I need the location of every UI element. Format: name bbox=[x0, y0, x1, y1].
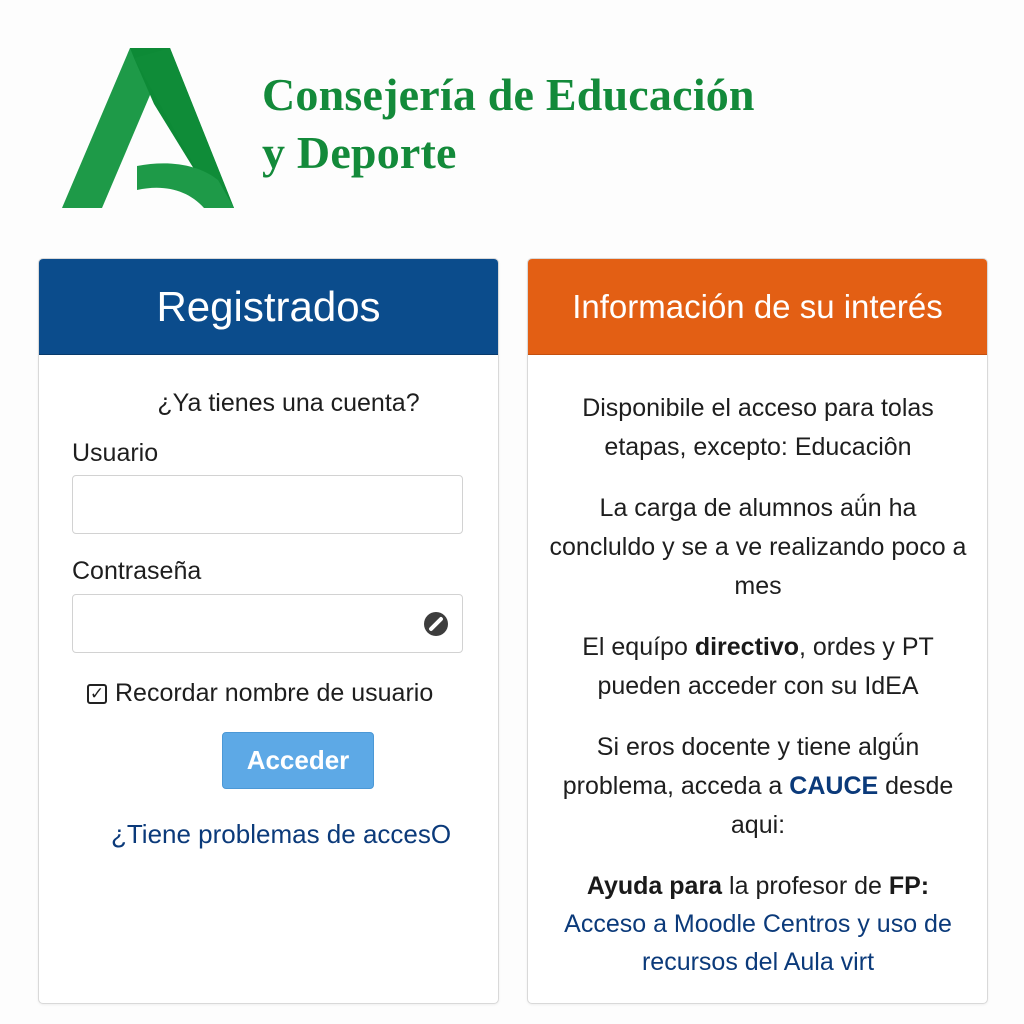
page-header bbox=[0, 0, 1024, 240]
info-body bbox=[548, 389, 968, 1003]
username-input[interactable] bbox=[72, 475, 463, 534]
info-paragraph-fp-help bbox=[548, 867, 968, 981]
cauce-link[interactable]: CAUCE bbox=[789, 772, 879, 800]
cauce-pre: Si eros docente y tiene algǘn problema, acceda a bbox=[562, 733, 920, 800]
info-paragraph-idea bbox=[548, 628, 968, 706]
org-title bbox=[262, 66, 755, 182]
cauce-post: desde aqui: bbox=[730, 772, 954, 839]
org-title-line2: y Deporte bbox=[262, 127, 457, 178]
info-paragraph-access: Disponibile el acceso para tolas etapas, excepto: Educaciôn bbox=[582, 394, 934, 461]
checkbox-checked-icon[interactable]: ✓ bbox=[87, 684, 107, 704]
acceder-button[interactable]: Acceder bbox=[222, 732, 374, 789]
remember-username-checkbox[interactable] bbox=[87, 679, 433, 708]
password-input[interactable] bbox=[72, 594, 463, 653]
info-paragraph-student-load: La carga de alumnos aǘn ha concluldo y se a ve realizando poco a mes bbox=[549, 494, 967, 600]
fp-bold1: Ayuda para bbox=[586, 872, 723, 900]
idea-post: , ordes y PT pueden acceder con su IdEA bbox=[597, 633, 934, 700]
login-card bbox=[38, 258, 499, 1004]
remember-username-label: Recordar nombre de usuario bbox=[115, 679, 434, 707]
login-card-header: Registrados bbox=[39, 259, 498, 355]
access-problems-link[interactable]: ¿Tiene problemas de accesO bbox=[111, 819, 452, 849]
fp-bold2: FP: bbox=[888, 872, 930, 900]
info-card-header: Información de su interés bbox=[528, 259, 987, 355]
junta-andalucia-logo-icon bbox=[58, 44, 240, 212]
login-subtitle: ¿Ya tienes una cuenta? bbox=[157, 389, 420, 417]
info-paragraph-cauce bbox=[548, 728, 968, 845]
eye-slash-icon[interactable] bbox=[424, 612, 448, 636]
idea-bold: directivo bbox=[694, 633, 800, 661]
org-title-line1: Consejería de Educación bbox=[262, 69, 755, 120]
idea-pre: El equípo bbox=[582, 633, 695, 661]
username-label: Usuario bbox=[72, 439, 159, 467]
fp-mid: la profesor de bbox=[722, 872, 889, 900]
info-card bbox=[527, 258, 988, 1004]
moodle-centros-link[interactable]: Acceso a Moodle Centros y uso de recursos del Aula virt bbox=[564, 910, 952, 976]
password-label: Contraseña bbox=[72, 557, 202, 585]
